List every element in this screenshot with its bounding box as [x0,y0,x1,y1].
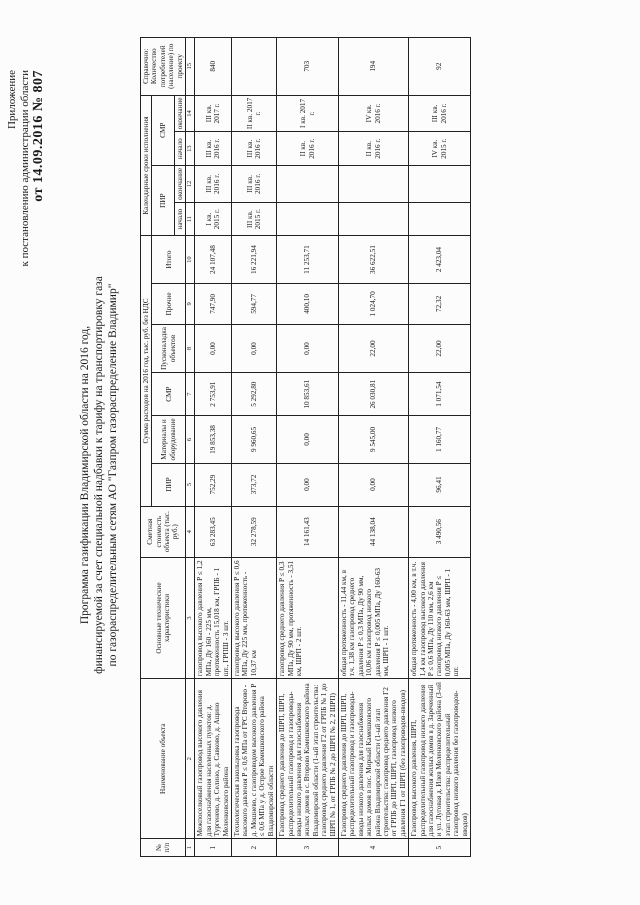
consumers-value: 840 [195,38,232,96]
pir-start [338,202,408,236]
col-pir-deadline-header: ПИР [152,165,174,235]
table-row [409,38,471,857]
title-line-3: по газораспределительным сетям АО "Газпром газораспределение Владимир" [107,283,119,667]
total-value: 16 221,94 [232,236,277,283]
appendix-resolution: к постановлению администрации области [19,70,31,267]
appendix-label: Приложение [6,70,18,130]
other-value: 747,90 [195,283,232,324]
object-specs: газопровод высокого давления Р ≤ 1,2 МПа, Ду 160 - 225 мм, протяженность 15,018 км, ГРПБ - 1 шт., ГРПШ - 3 шт. [195,557,232,678]
title-line-1: Программа газификации Владимирской области на 2016 год, [79,325,91,625]
commissioning-value: 22,00 [338,325,408,373]
col-index: 13 [186,132,195,166]
commissioning-value: 0,00 [277,325,339,373]
row-number: 2 [232,839,277,857]
program-title [78,165,120,785]
pir-end [277,165,339,202]
appendix-header [6,70,45,310]
pir-end [338,165,408,202]
estimated-cost: 32 278,59 [232,506,277,557]
table-row [338,38,408,857]
pir-value: 373,72 [232,463,277,506]
col-index: 10 [186,236,195,283]
estimated-cost: 63 283,45 [195,506,232,557]
col-index: 14 [186,95,195,132]
col-specs-header: Основные технические характеристики [141,557,186,678]
commissioning-value: 22,00 [409,325,471,373]
col-commissioning-header: Пусконаладка объектов [152,325,186,373]
consumers-value: 703 [277,38,339,96]
other-value: 400,10 [277,283,339,324]
smr-start: III кв. 2016 г. [195,132,232,166]
col-pir-start-header: начало [174,202,185,236]
total-value: 36 622,51 [338,236,408,283]
program-table [140,37,471,857]
col-index: 1 [186,839,195,857]
object-name: Газопровод среднего давления до ШРП, ШРП, распределительный газопровод и газопроводы-вводы низкого давления для газоснабжения жилых домов в с. Второво Камешковского района Владимирской области (1-ый этап строительства: газопровод среднего давления Г2 от ГРПБ № 1 до ШРП № 1, от ГРПБ № 2 до ШРП № 2, 2 ШРП) [277,679,339,839]
materials-value: 0,00 [277,416,339,463]
estimated-cost: 3 490,56 [409,506,471,557]
col-index: 7 [186,372,195,415]
col-consumers-header: Справочно: Количество потребителей (население) по проекту [141,38,186,96]
smr-start: II кв. 2016 г. [277,132,339,166]
smr-value: 5 292,80 [232,372,277,415]
other-value: 594,77 [232,283,277,324]
col-smr-deadline-header: СМР [152,95,174,165]
consumers-value [232,38,277,96]
smr-value: 10 853,61 [277,372,339,415]
title-line-2: финансируемой за счет специальной надбавки к тарифу на транспортировку газа [93,276,105,674]
materials-value: 19 853,38 [195,416,232,463]
col-other-header: Прочие [152,283,186,324]
smr-start: IV кв. 2015 г. [409,132,471,166]
pir-value: 0,00 [277,463,339,506]
object-name: Газопровод высокого давления, ШРП, распределительный газопровод низкого давления для газоснабжения жилых домов в д. Зареченный и ул. Луговая д. Илев Меленковского района (3-ий этап строительства: распределительный газопровод низкого давления без газопроводов-вводов) [409,679,471,839]
pir-value: 96,41 [409,463,471,506]
total-value: 24 107,48 [195,236,232,283]
col-number-header: № п/п [141,839,186,857]
col-index: 15 [186,38,195,96]
pir-end: III кв. 2016 г. [195,165,232,202]
col-estimated-cost-header: Сметная стоимость объекта (тыс. руб.) [141,506,186,557]
col-index: 8 [186,325,195,373]
col-index: 5 [186,463,195,506]
commissioning-value: 0,00 [195,325,232,373]
col-expenses-group-header: Сумма расходов на 2016 год, тыс. руб. без НДС [141,236,152,506]
row-number: 3 [277,839,339,857]
pir-start [277,202,339,236]
pir-start: I кв. 2015 г. [195,202,232,236]
col-smr-end-header: окончание [174,95,185,132]
col-smr-header: СМР [152,372,186,415]
estimated-cost: 14 161,43 [277,506,339,557]
col-index: 4 [186,506,195,557]
materials-value: 9 545,00 [338,416,408,463]
table-row [277,38,339,857]
col-index: 11 [186,202,195,236]
row-number: 5 [409,839,471,857]
smr-end: II кв. 2017 г. [232,95,277,132]
pir-value: 0,00 [338,463,408,506]
object-specs: газопровод высокого давления Р ≤ 0,6 МПа, Ду 225 мм, протяженность - 10,37 км [232,557,277,678]
other-value: 1 024,70 [338,283,408,324]
object-specs: общая протяженность - 4,00 км, в т.ч. 1,4 км газопровод высокого давления Р ≤ 0,6 МПа, Ду 110 мм, 2,6 км газопровод низкого давления Р ≤ 0,005 МПа, Ду 160-63 мм, ШРП - 1 шт. [409,557,471,678]
smr-start: III кв. 2016 г. [232,132,277,166]
col-total-header: Итого [152,236,186,283]
pir-start: III кв. 2015 г. [232,202,277,236]
appendix-date-number: от 14.09.2016 № 807 [31,70,46,202]
table-row [195,38,232,857]
col-pir-header: ПИР [152,463,186,506]
commissioning-value: 0,00 [232,325,277,373]
pir-end [409,165,471,202]
col-materials-header: Материалы и оборудование [152,416,186,463]
materials-value: 1 160,77 [409,416,471,463]
smr-start: II кв. 2016 г. [338,132,408,166]
col-smr-start-header: начало [174,132,185,166]
smr-value: 26 030,81 [338,372,408,415]
object-name: Межпоселковый газопровод высокого давления для газоснабжения населенных пунктов: д. Тургенево, д. Селино, д. Савково, д. Ащино Меленковского района [195,679,232,839]
column-index-row [186,38,195,857]
smr-end: I кв. 2017 г. [277,95,339,132]
smr-end: III кв. 2016 г. [409,95,471,132]
col-deadlines-group-header: Календарные сроки исполнения [141,95,152,236]
col-index: 3 [186,557,195,678]
col-index: 9 [186,283,195,324]
object-name: Газопровод среднего давления до ШРП, ШРП, распределительный газопровод и газопроводы-вводы низкого давления для газоснабжения жилых домов в пос. Мирный Камешковского района Владимирской области (1-ый этап строительства: газопровод среднего давления Г2 от ГРПБ до ШРП, ШРП, газопровод низкого давления Г1 от ШРП (без газопроводов-вводов) [338,679,408,839]
smr-end: IV кв. 2016 г. [338,95,408,132]
table-row [232,38,277,857]
other-value: 72,32 [409,283,471,324]
pir-value: 752,29 [195,463,232,506]
smr-value: 1 071,54 [409,372,471,415]
row-number: 1 [195,839,232,857]
materials-value: 9 960,65 [232,416,277,463]
estimated-cost: 44 138,04 [338,506,408,557]
col-index: 12 [186,165,195,202]
row-number: 4 [338,839,408,857]
col-pir-end-header: окончание [174,165,185,202]
pir-end: III кв. 2016 г. [232,165,277,202]
object-specs: общая протяженность - 11,44 км, в т.ч. 1,38 км газопровод среднего давления Р ≤ 0,3 МПа, Ду 90 мм, 10,06 км газопровод низкого давления Р ≤ 0,005 МПа, Ду 160-63 мм, ШРП - 1 шт. [338,557,408,678]
col-index: 6 [186,416,195,463]
smr-end: III кв. 2017 г. [195,95,232,132]
pir-start [409,202,471,236]
consumers-value: 92 [409,38,471,96]
col-object-name-header: Наименование объекта [141,679,186,839]
col-index: 2 [186,679,195,839]
total-value: 2 423,04 [409,236,471,283]
object-name: Технологическая закольцовка газопровода высокого давления Р ≤ 0,6 МПа от ГРС Второво - д. Мошнево, с газопроводом высокого давления Р ≤ 0,6 МПа у д. Острое Камешковского района Владимирской области [232,679,277,839]
consumers-value: 194 [338,38,408,96]
smr-value: 2 753,91 [195,372,232,415]
object-specs: газопровод среднего давления Р ≤ 0,3 МПа, Ду 90 мм, протяженность - 3,51 км, ШРП - 2 шт. [277,557,339,678]
total-value: 11 253,71 [277,236,339,283]
